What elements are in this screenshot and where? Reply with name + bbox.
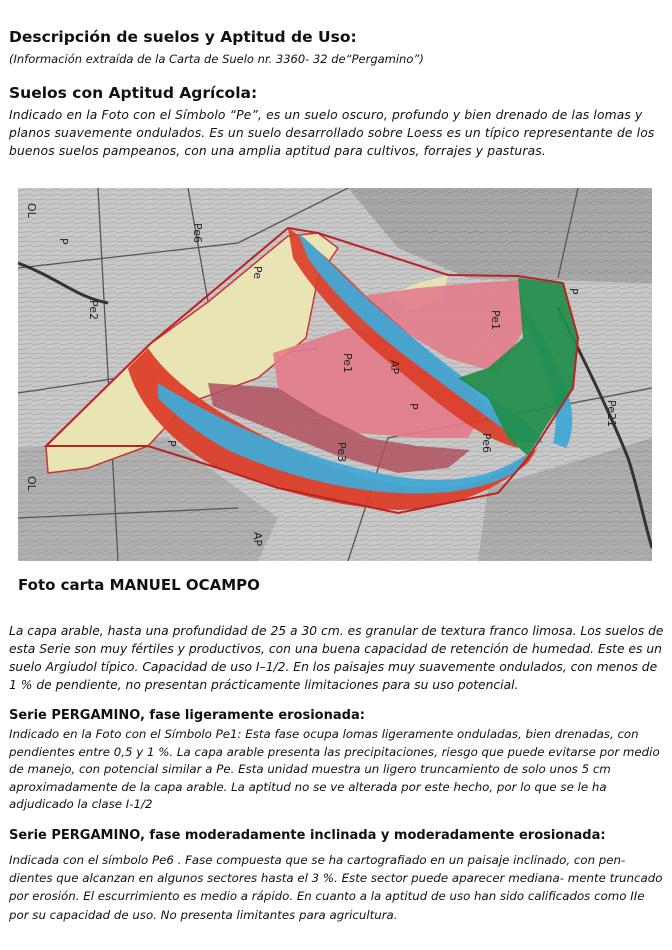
map-label-ap-low: AP [251,532,264,547]
map-label-ol-top: OL [25,203,38,218]
page-title: Descripción de suelos y Aptitud de Uso: [9,28,357,46]
section-heading-aptitud-agricola: Suelos con Aptitud Agrícola: [9,84,258,102]
map-label-p-left: P [57,238,70,245]
map-label-pe1-mid: Pe1 [341,353,354,374]
map-label-p-mid: P [165,440,178,447]
map-label-pe2: Pe2 [87,300,100,321]
map-label-pe3: Pe3 [335,442,348,463]
map-label-ap-mid: AP [388,360,401,375]
section-body-capa-arable: La capa arable, hasta una profundidad de 25 a 30 cm. es granular de textura franco limosa. Los suelos de esta Serie son muy fértiles y productivos, con una buena capacidad de retención de humedad. Este es un suelo Argiudol típico. Capacidad de uso I–1/2. En los paisajes muy suavemente ondulados, con menos de 1 % de pendiente, no presentan prácticamente limitaciones para su uso potencial. [9,624,664,692]
section-body-aptitud-agricola: Indicado en la Foto con el Símbolo “Pe”, es un suelo oscuro, profundo y bien drenado de las lomas y planos suavemente ondulados. Es un suelo desarrollado sobre Loess es un típico representante de los buenos suelos pampeanos, con una amplia aptitud para cultivos, forrajes y pasturas. [9,108,655,158]
soil-map-photo [18,188,652,561]
map-label-pe6: Pe6 [191,223,204,244]
section-body-ligeramente-erosionada: Indicado en la Foto con el Símbolo Pe1: Esta fase ocupa lomas ligeramente onduladas, bien drenadas, con pendientes entre 0,5 y 1 %. La capa arable presenta las precipitaciones, riesgo que puede evitarse por medio de manejo, con potencial similar a Pe. Esta unidad muestra un ligero truncamiento de solo unos 5 cm aproximadamente de la capa arable. La aptitud no se ve alterada por este hecho, por lo que se le ha adjudicado la clase I-1/2 [9,727,660,811]
map-label-ol-bottom: OL [25,476,38,491]
source-note: (Información extraída de la Carta de Suelo nr. 3360- 32 de“Pergamino”) [9,52,424,66]
section-heading-ligeramente-erosionada: Serie PERGAMINO, fase ligeramente erosionada: [9,708,365,723]
map-label-pe1-right: Pe1 [489,310,502,331]
map-caption: Foto carta MANUEL OCAMPO [18,576,260,594]
map-label-pe6-red: Pe6 [480,433,493,454]
map-label-p-low: P [407,403,420,410]
map-label-p-right: P [567,288,580,295]
map-label-pe21: Pe21 [605,400,618,428]
map-label-pe-top: Pe [251,266,264,280]
section-body-moderadamente-inclinada: Indicada con el símbolo Pe6 . Fase compuesta que se ha cartografiado en un paisaje inclinado, con pen- dientes que alcanzan en algunos sectores hasta el 3 %. Este sector puede aparecer mediana- mente truncado por erosión. El escurrimiento es medio a rápido. En cuanto a la aptitud de uso han sido calificados como IIe por su capacidad de uso. No presenta limitantes para agricultura. [9,853,663,922]
section-heading-moderadamente-inclinada: Serie PERGAMINO, fase moderadamente inclinada y moderadamente erosionada: [9,828,606,843]
